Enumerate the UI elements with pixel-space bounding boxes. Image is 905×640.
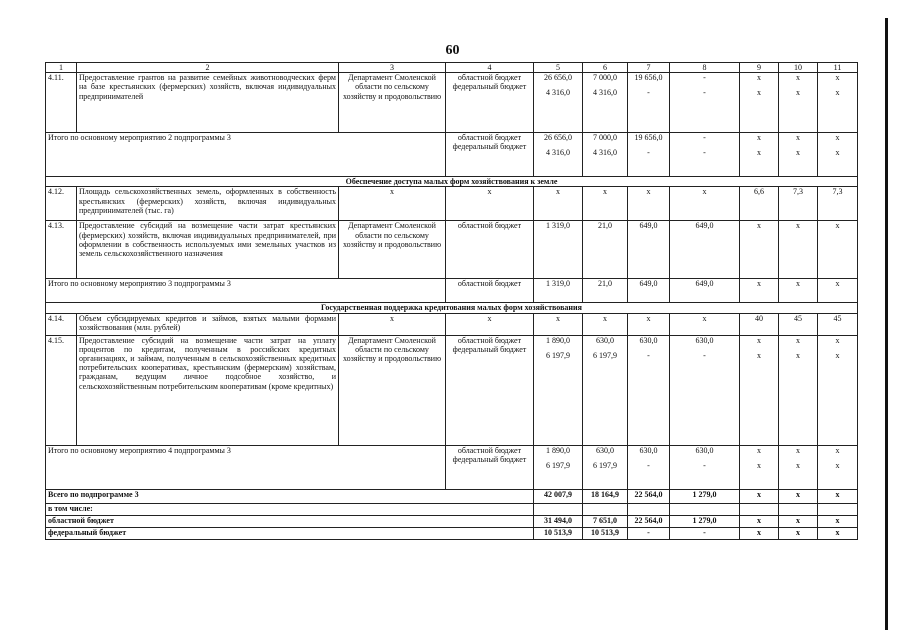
value-col9: х bbox=[740, 221, 779, 279]
value-col10: 7,3 bbox=[779, 187, 818, 221]
col-header: 5 bbox=[534, 63, 583, 73]
value-col5: 1 890,0 6 197,9 bbox=[534, 445, 583, 489]
subtotal-label: Итого по основному мероприятию 2 подпрограммы 3 bbox=[46, 133, 446, 177]
value-col7: х bbox=[628, 313, 670, 335]
measure-name: Предоставление субсидий на возмещение части затрат крестьянских (фермерских) хозяйств, включая индивидуальных предпринимателей, при оформлении в собственность используемых ими земельных участков из земель сельскохозяйственного назначения bbox=[77, 221, 339, 279]
executor: Департамент Смоленской области по сельскому хозяйству и продовольствию bbox=[339, 221, 446, 279]
row-number: 4.13. bbox=[46, 221, 77, 279]
funding-source: областной бюджет bbox=[446, 279, 534, 303]
table-row bbox=[46, 221, 858, 279]
value-col7: 22 564,0 bbox=[628, 515, 670, 527]
value-col10: х bbox=[779, 489, 818, 503]
value-col10: х х bbox=[779, 133, 818, 177]
section-heading: Государственная поддержка кредитования малых форм хозяйствования bbox=[46, 303, 858, 313]
value-col7: х bbox=[628, 187, 670, 221]
value-col8: - - bbox=[670, 73, 740, 133]
value-col4: х bbox=[446, 313, 534, 335]
row-number: 4.14. bbox=[46, 313, 77, 335]
value-col8: 649,0 bbox=[670, 221, 740, 279]
indicator-name: Площадь сельскохозяйственных земель, оформленных в собственность крестьянских (фермерских) хозяйств, включая индивидуальных предпринимателей (тыс. га) bbox=[77, 187, 339, 221]
value-col5: х bbox=[534, 187, 583, 221]
value-col9: 6,6 bbox=[740, 187, 779, 221]
right-margin-line bbox=[885, 18, 888, 630]
value-col6: 630,0 6 197,9 bbox=[583, 335, 628, 445]
value-col7: 649,0 bbox=[628, 221, 670, 279]
funding-source: областной бюджет bbox=[446, 221, 534, 279]
value-col10: х х bbox=[779, 445, 818, 489]
value-col8: 630,0 - bbox=[670, 335, 740, 445]
value-col7: - bbox=[628, 527, 670, 539]
value-col11: х bbox=[818, 527, 858, 539]
value-col5: 31 494,0 bbox=[534, 515, 583, 527]
row-number: 4.11. bbox=[46, 73, 77, 133]
value-col9: х bbox=[740, 489, 779, 503]
col-header: 11 bbox=[818, 63, 858, 73]
value-col11: х х bbox=[818, 73, 858, 133]
value-col6: 630,0 6 197,9 bbox=[583, 445, 628, 489]
section-heading: Обеспечение доступа малых форм хозяйствования к земле bbox=[46, 177, 858, 187]
value-col9: х bbox=[740, 279, 779, 303]
value-col11: х bbox=[818, 221, 858, 279]
value-col8: 649,0 bbox=[670, 279, 740, 303]
federal-budget-row bbox=[46, 527, 858, 539]
funding-source bbox=[446, 73, 534, 133]
value-col6: 7 000,0 4 316,0 bbox=[583, 73, 628, 133]
col-header: 1 bbox=[46, 63, 77, 73]
value-col9: х bbox=[740, 527, 779, 539]
value-col11: 45 bbox=[818, 313, 858, 335]
value-col9: 40 bbox=[740, 313, 779, 335]
value-col6: х bbox=[583, 313, 628, 335]
value-col8: - bbox=[670, 527, 740, 539]
table-row bbox=[46, 73, 858, 133]
col-header: 4 bbox=[446, 63, 534, 73]
value-col9: х bbox=[740, 515, 779, 527]
col-header: 7 bbox=[628, 63, 670, 73]
value-col4: х bbox=[446, 187, 534, 221]
row-number: 4.15. bbox=[46, 335, 77, 445]
value-col7: 19 656,0 - bbox=[628, 73, 670, 133]
value-col6: 7 000,0 4 316,0 bbox=[583, 133, 628, 177]
regional-budget-row bbox=[46, 515, 858, 527]
including-row bbox=[46, 503, 858, 515]
value-col5: х bbox=[534, 313, 583, 335]
value-col7: 630,0 - bbox=[628, 335, 670, 445]
source-regional: областной бюджет bbox=[457, 73, 522, 83]
measure-name: Предоставление субсидий на возмещение части затрат на уплату процентов по кредитам, полученным в российских кредитных организациях, и займам, полученным в сельскохозяйственных кредитных потребительских кооперативах, крестьянским (фермерским) хозяйствам, гражданам, ведущим личное подсобное хозяйство, и сельскохозяйственным потребительским кооперативам (кроме кредитных) bbox=[77, 335, 339, 445]
source-federal: федеральный бюджет bbox=[452, 82, 527, 92]
value-col9: х х bbox=[740, 335, 779, 445]
value-col7: 22 564,0 bbox=[628, 489, 670, 503]
value-col6: 18 164,9 bbox=[583, 489, 628, 503]
value-col8: х bbox=[670, 187, 740, 221]
table-row bbox=[46, 313, 858, 335]
executor: Департамент Смоленской области по сельскому хозяйству и продовольствию bbox=[339, 335, 446, 445]
value-col6: 21,0 bbox=[583, 279, 628, 303]
value-col9: х х bbox=[740, 445, 779, 489]
subtotal-row bbox=[46, 279, 858, 303]
col-header: 6 bbox=[583, 63, 628, 73]
value-col11: х х bbox=[818, 133, 858, 177]
table-row bbox=[46, 187, 858, 221]
value-col5: 1 890,0 6 197,9 bbox=[534, 335, 583, 445]
subtotal-label: Итого по основному мероприятию 4 подпрограммы 3 bbox=[46, 445, 446, 489]
subtotal-row bbox=[46, 133, 858, 177]
value-col11: 7,3 bbox=[818, 187, 858, 221]
value-col7: 630,0 - bbox=[628, 445, 670, 489]
value-col5: 26 656,0 4 316,0 bbox=[534, 73, 583, 133]
row-number: 4.12. bbox=[46, 187, 77, 221]
value-col10: х bbox=[779, 221, 818, 279]
value-col10: х bbox=[779, 527, 818, 539]
value-col7: 649,0 bbox=[628, 279, 670, 303]
col-header: 3 bbox=[339, 63, 446, 73]
funding-source: областной бюджет федеральный бюджет bbox=[446, 335, 534, 445]
value-col11: х bbox=[818, 279, 858, 303]
regional-budget-label: областной бюджет bbox=[46, 515, 534, 527]
value-col10: х х bbox=[779, 73, 818, 133]
value-col8: - - bbox=[670, 133, 740, 177]
funding-source: областной бюджет федеральный бюджет bbox=[446, 133, 534, 177]
value-col11: х bbox=[818, 489, 858, 503]
value-col5: 26 656,0 4 316,0 bbox=[534, 133, 583, 177]
value-col8: 1 279,0 bbox=[670, 489, 740, 503]
subtotal-row bbox=[46, 445, 858, 489]
value-col10: 45 bbox=[779, 313, 818, 335]
value-col6: 7 651,0 bbox=[583, 515, 628, 527]
col-header: 2 bbox=[77, 63, 339, 73]
col-header: 8 bbox=[670, 63, 740, 73]
value-col5: 10 513,9 bbox=[534, 527, 583, 539]
total-label: Всего по подпрограмме 3 bbox=[46, 489, 534, 503]
indicator-name: Объем субсидируемых кредитов и займов, взятых малыми формами хозяйствования (млн. рублей) bbox=[77, 313, 339, 335]
col-header: 10 bbox=[779, 63, 818, 73]
value-col10: х bbox=[779, 279, 818, 303]
value-col3: х bbox=[339, 187, 446, 221]
value-col10: х bbox=[779, 515, 818, 527]
value-col11: х bbox=[818, 515, 858, 527]
value-col8: х bbox=[670, 313, 740, 335]
value-col11: х х bbox=[818, 335, 858, 445]
including-label: в том числе: bbox=[46, 503, 534, 515]
section-heading-row bbox=[46, 303, 858, 313]
value-col11: х х bbox=[818, 445, 858, 489]
value-col7: 19 656,0 - bbox=[628, 133, 670, 177]
col-header: 9 bbox=[740, 63, 779, 73]
page-number: 60 bbox=[445, 43, 460, 58]
value-col6: 10 513,9 bbox=[583, 527, 628, 539]
value-col3: х bbox=[339, 313, 446, 335]
value-col8: 630,0 - bbox=[670, 445, 740, 489]
value-col9: х х bbox=[740, 133, 779, 177]
value-col6: 21,0 bbox=[583, 221, 628, 279]
value-col9: х х bbox=[740, 73, 779, 133]
subtotal-label: Итого по основному мероприятию 3 подпрограммы 3 bbox=[46, 279, 446, 303]
column-number-row bbox=[46, 63, 858, 73]
funding-source: областной бюджет федеральный бюджет bbox=[446, 445, 534, 489]
federal-budget-label: федеральный бюджет bbox=[46, 527, 534, 539]
value-col6: х bbox=[583, 187, 628, 221]
value-col5: 1 319,0 bbox=[534, 221, 583, 279]
value-col8: 1 279,0 bbox=[670, 515, 740, 527]
executor: Департамент Смоленской области по сельскому хозяйству и продовольствию bbox=[339, 73, 446, 133]
measure-name: Предоставление грантов на развитие семейных животноводческих ферм на базе крестьянских (фермерских) хозяйств, включая индивидуальных предпринимателей bbox=[77, 73, 339, 133]
value-col5: 42 007,9 bbox=[534, 489, 583, 503]
value-col10: х х bbox=[779, 335, 818, 445]
budget-table bbox=[45, 62, 858, 540]
value-col5: 1 319,0 bbox=[534, 279, 583, 303]
section-heading-row bbox=[46, 177, 858, 187]
table-row bbox=[46, 335, 858, 445]
total-row bbox=[46, 489, 858, 503]
